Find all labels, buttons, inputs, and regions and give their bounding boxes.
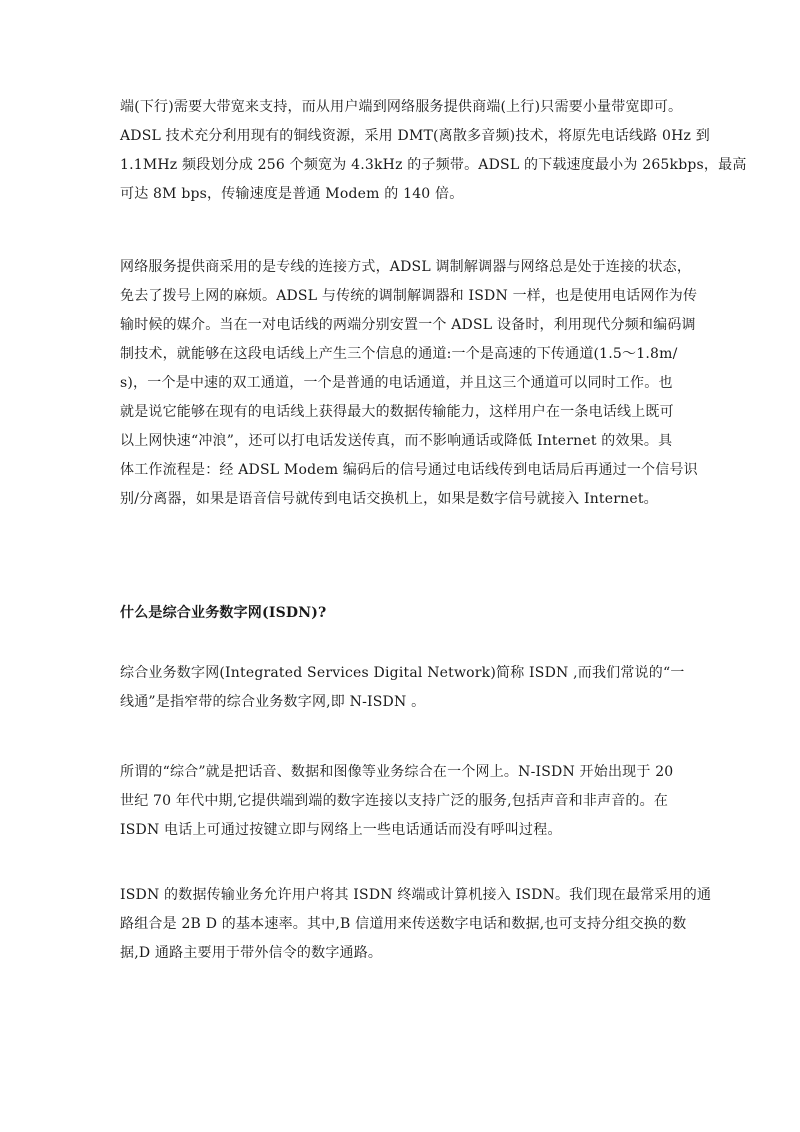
text-line: 输时候的媒介。当在一对电话线的两端分别安置一个 ADSL 设备时，利用现代分频和编码调 xyxy=(120,317,696,333)
text-line: 制技术，就能够在这段电话线上产生三个信息的通道:一个是高速的下传通道(1.5～1.8m/ xyxy=(120,346,678,362)
paragraph-isdn-definition xyxy=(120,659,694,717)
paragraph-isdn-history xyxy=(120,758,694,845)
text-line: 体工作流程是：经 ADSL Modem 编码后的信号通过电话线传到电话局后再通过一个信号识 xyxy=(120,462,698,478)
text-line: 网络服务提供商采用的是专线的连接方式，ADSL 调制解调器与网络总是处于连接的状态， xyxy=(120,259,692,275)
text-line: 路组合是 2B D 的基本速率。其中,B 信道用来传送数字电话和数据,也可支持分组交换的数 xyxy=(120,916,687,932)
text-line: 可达 8M bps，传输速度是普通 Modem 的 140 倍。 xyxy=(120,186,464,202)
paragraph-isdn-channels xyxy=(120,881,712,968)
text-line: s)，一个是中速的双工通道，一个是普通的电话通道，并且这三个通道可以同时工作。也 xyxy=(120,375,673,391)
text-line: 线通”是指窄带的综合业务数字网,即 N-ISDN 。 xyxy=(120,694,426,710)
text-line: 以上网快速“冲浪”，还可以打电话发送传真，而不影响通话或降低 Internet 的效果。具 xyxy=(120,433,673,449)
text-line: ISDN 电话上可通过按键立即与网络上一些电话通话而没有呼叫过程。 xyxy=(120,822,562,838)
text-line: 所谓的“综合”就是把话音、数据和图像等业务综合在一个网上。N-ISDN 开始出现于 20 xyxy=(120,764,674,780)
text-line: 就是说它能够在现有的电话线上获得最大的数据传输能力，这样用户在一条电话线上既可 xyxy=(120,404,674,420)
text-line: ISDN 的数据传输业务允许用户将其 ISDN 终端或计算机接入 ISDN。我们现在最常采用的通 xyxy=(120,887,712,903)
paragraph-adsl-overview xyxy=(120,93,747,209)
text-line: ADSL 技术充分利用现有的铜线资源，采用 DMT(离散多音频)技术，将原先电话线路 0Hz 到 xyxy=(120,128,710,144)
text-line: 据,D 通路主要用于带外信令的数字通路。 xyxy=(120,945,383,961)
text-line: 综合业务数字网(Integrated Services Digital Network)简称 ISDN ,而我们常说的“一 xyxy=(120,665,685,681)
text-line: 端(下行)需要大带宽来支持，而从用户端到网络服务提供商端(上行)只需要小量带宽即可。 xyxy=(120,99,683,115)
section-heading-isdn: 什么是综合业务数字网(ISDN)? xyxy=(120,605,327,621)
paragraph-adsl-connection xyxy=(120,253,698,514)
text-line: 1.1MHz 频段划分成 256 个频宽为 4.3kHz 的子频带。ADSL 的下载速度最小为 265kbps，最高 xyxy=(120,157,747,173)
text-line: 世纪 70 年代中期,它提供端到端的数字连接以支持广泛的服务,包括声音和非声音的。在 xyxy=(120,793,669,809)
text-line: 别/分离器，如果是语音信号就传到电话交换机上，如果是数字信号就接入 Internet。 xyxy=(120,491,658,507)
text-line: 免去了拨号上网的麻烦。ADSL 与传统的调制解调器和 ISDN 一样，也是使用电话网作为传 xyxy=(120,288,698,304)
